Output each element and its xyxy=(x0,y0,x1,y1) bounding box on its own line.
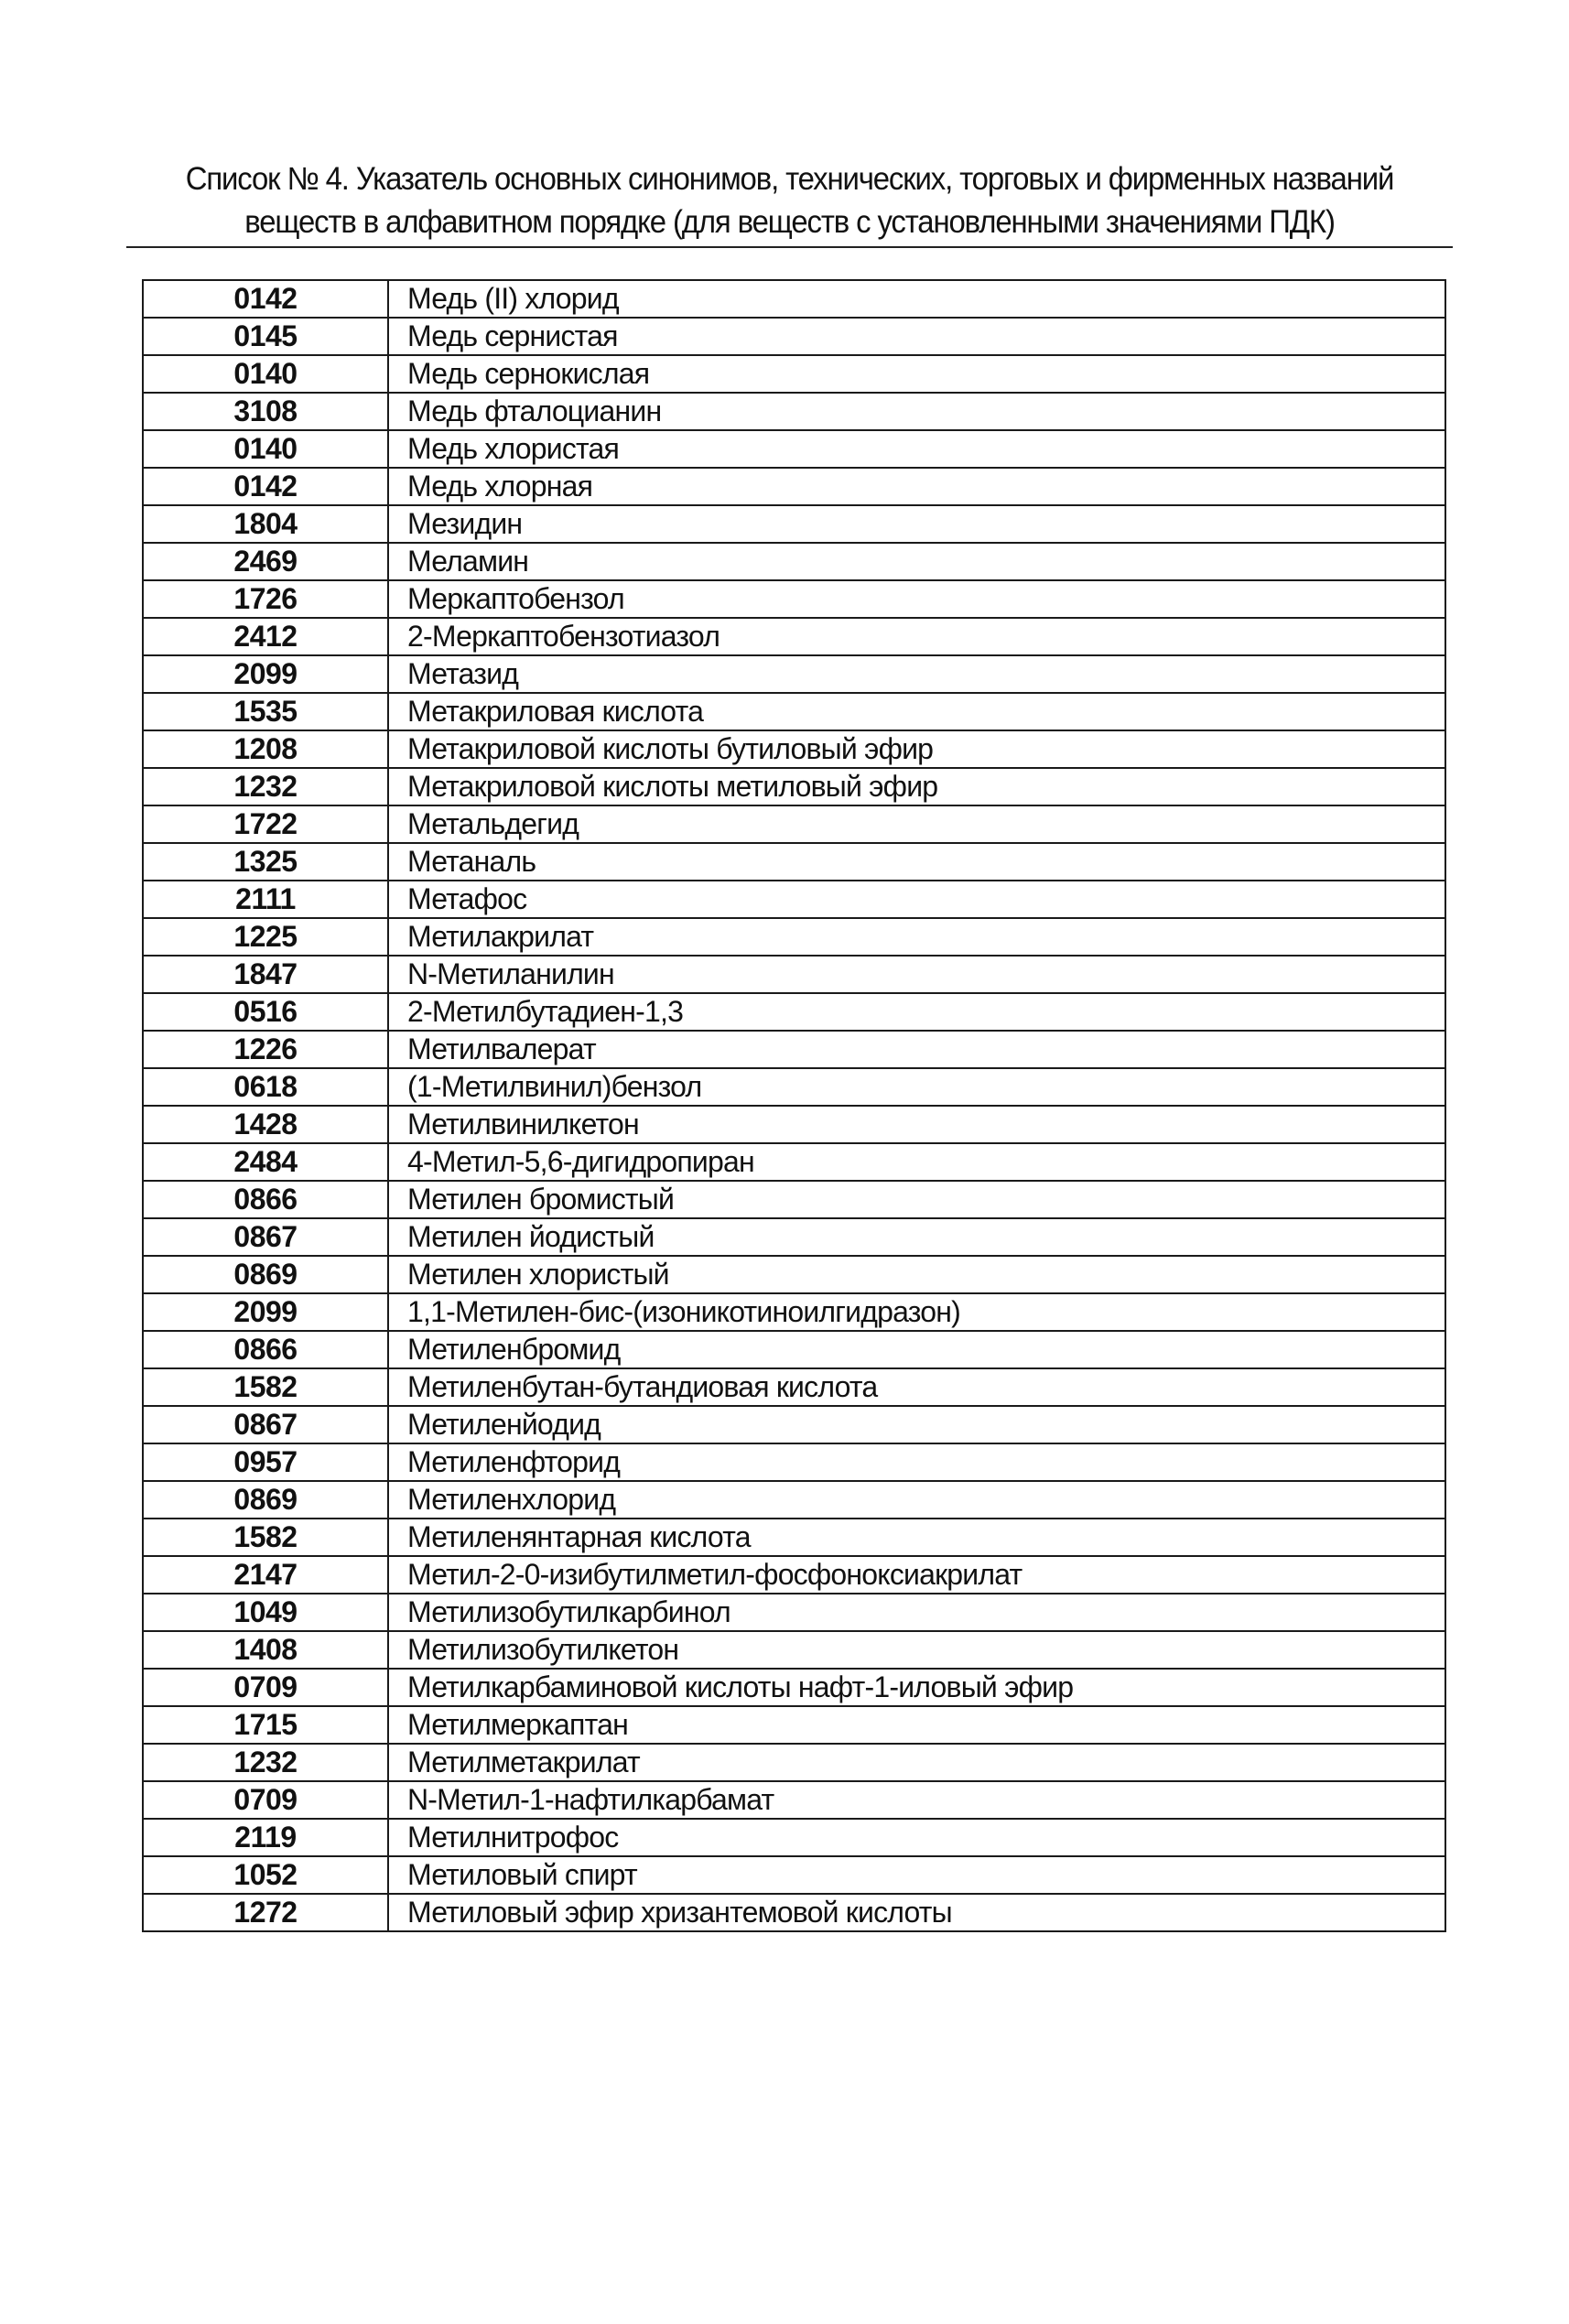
substance-name: Метилкарбаминовой кислоты нафт-1-иловый эфир xyxy=(388,1669,1445,1706)
table-row xyxy=(143,655,1445,693)
substance-code: 1847 xyxy=(143,956,388,993)
substance-name: Метафос xyxy=(388,881,1445,918)
table-row xyxy=(143,543,1445,580)
table-row xyxy=(143,355,1445,393)
table-row xyxy=(143,1368,1445,1406)
substance-code: 0140 xyxy=(143,355,388,393)
substance-name: Метакриловой кислоты метиловый эфир xyxy=(388,768,1445,805)
page-title xyxy=(168,157,1411,243)
substance-name: Метилнитрофос xyxy=(388,1819,1445,1856)
substance-name: Метилвалерат xyxy=(388,1031,1445,1068)
table-row xyxy=(143,1331,1445,1368)
substance-code: 2484 xyxy=(143,1143,388,1181)
substance-name: Метальдегид xyxy=(388,805,1445,843)
table-row xyxy=(143,1819,1445,1856)
table-row xyxy=(143,1256,1445,1293)
substance-code: 3108 xyxy=(143,393,388,430)
substance-code: 0869 xyxy=(143,1256,388,1293)
table-row xyxy=(143,993,1445,1031)
table-row xyxy=(143,1669,1445,1706)
table-row xyxy=(143,1406,1445,1443)
substance-code: 0142 xyxy=(143,468,388,505)
table-row xyxy=(143,1181,1445,1218)
substance-code: 2099 xyxy=(143,655,388,693)
substance-code: 0142 xyxy=(143,280,388,318)
table-row xyxy=(143,1856,1445,1894)
substance-code: 0709 xyxy=(143,1669,388,1706)
table-row xyxy=(143,1781,1445,1819)
substance-code: 0618 xyxy=(143,1068,388,1106)
substance-name: Метилвинилкетон xyxy=(388,1106,1445,1143)
substance-code: 0869 xyxy=(143,1481,388,1519)
substance-name: Метиловый эфир хризантемовой кислоты xyxy=(388,1894,1445,1931)
substance-code: 2147 xyxy=(143,1556,388,1594)
table-row xyxy=(143,580,1445,618)
substance-code: 1049 xyxy=(143,1594,388,1631)
substance-name: Метилакрилат xyxy=(388,918,1445,956)
substance-name: Медь (II) хлорид xyxy=(388,280,1445,318)
table-row xyxy=(143,468,1445,505)
substance-code: 0867 xyxy=(143,1218,388,1256)
substance-code: 1535 xyxy=(143,693,388,730)
substance-name: Метиленянтарная кислота xyxy=(388,1519,1445,1556)
table-row xyxy=(143,318,1445,355)
substance-name: Метилизобутилкарбинол xyxy=(388,1594,1445,1631)
table-row xyxy=(143,1594,1445,1631)
table-row xyxy=(143,918,1445,956)
substance-name: Метиленхлорид xyxy=(388,1481,1445,1519)
table-row xyxy=(143,280,1445,318)
substance-code: 1226 xyxy=(143,1031,388,1068)
substance-code: 2099 xyxy=(143,1293,388,1331)
table-row xyxy=(143,1443,1445,1481)
substance-name: 2-Меркаптобензотиазол xyxy=(388,618,1445,655)
substance-name: Метилметакрилат xyxy=(388,1744,1445,1781)
substance-code: 0516 xyxy=(143,993,388,1031)
substance-code: 1232 xyxy=(143,1744,388,1781)
substance-name: 4-Метил-5,6-дигидропиран xyxy=(388,1143,1445,1181)
substance-code: 0709 xyxy=(143,1781,388,1819)
table-row xyxy=(143,1631,1445,1669)
substance-name: Метилен хлористый xyxy=(388,1256,1445,1293)
substance-name: Метакриловой кислоты бутиловый эфир xyxy=(388,730,1445,768)
substance-name: Метилен бромистый xyxy=(388,1181,1445,1218)
substance-name: 2-Метилбутадиен-1,3 xyxy=(388,993,1445,1031)
substance-name: N-Метиланилин xyxy=(388,956,1445,993)
table-row xyxy=(143,1106,1445,1143)
table-row xyxy=(143,1143,1445,1181)
substance-name: Метилен йодистый xyxy=(388,1218,1445,1256)
table-row xyxy=(143,768,1445,805)
table-row xyxy=(143,956,1445,993)
substance-name: Метиленфторид xyxy=(388,1443,1445,1481)
substance-code: 1325 xyxy=(143,843,388,881)
table-row xyxy=(143,430,1445,468)
substance-code: 2119 xyxy=(143,1819,388,1856)
substance-name: N-Метил-1-нафтилкарбамат xyxy=(388,1781,1445,1819)
title-divider xyxy=(126,246,1453,248)
substance-code: 2469 xyxy=(143,543,388,580)
title-line-1: Список № 4. Указатель основных синонимов, технических, торговых и фирменных названий xyxy=(185,161,1394,197)
substance-code: 1208 xyxy=(143,730,388,768)
substance-code: 2111 xyxy=(143,881,388,918)
substance-name: Медь сернистая xyxy=(388,318,1445,355)
table-row xyxy=(143,1894,1445,1931)
substance-code: 0866 xyxy=(143,1181,388,1218)
substance-name: Метилизобутилкетон xyxy=(388,1631,1445,1669)
table-row xyxy=(143,881,1445,918)
substance-name: Меркаптобензол xyxy=(388,580,1445,618)
table-row xyxy=(143,693,1445,730)
substance-code: 1272 xyxy=(143,1894,388,1931)
substance-name: Медь хлористая xyxy=(388,430,1445,468)
table-row xyxy=(143,1744,1445,1781)
substance-name: Метазид xyxy=(388,655,1445,693)
substance-code: 1582 xyxy=(143,1368,388,1406)
substance-name: Медь фталоцианин xyxy=(388,393,1445,430)
substance-name: Метаналь xyxy=(388,843,1445,881)
synonyms-table xyxy=(142,279,1446,1932)
substance-name: (1-Метилвинил)бензол xyxy=(388,1068,1445,1106)
table-row xyxy=(143,805,1445,843)
substance-code: 1726 xyxy=(143,580,388,618)
substance-name: Метил-2-0-изибутилметил-фосфоноксиакрилат xyxy=(388,1556,1445,1594)
substance-name: Метиленйодид xyxy=(388,1406,1445,1443)
table-row xyxy=(143,505,1445,543)
substance-code: 0957 xyxy=(143,1443,388,1481)
substance-code: 1232 xyxy=(143,768,388,805)
substance-code: 1715 xyxy=(143,1706,388,1744)
table-row xyxy=(143,1068,1445,1106)
substance-name: Мезидин xyxy=(388,505,1445,543)
table-row xyxy=(143,1706,1445,1744)
table-row xyxy=(143,618,1445,655)
substance-code: 0867 xyxy=(143,1406,388,1443)
substance-code: 0145 xyxy=(143,318,388,355)
substance-code: 2412 xyxy=(143,618,388,655)
title-line-2: веществ в алфавитном порядке (для веществ с установленными значениями ПДК) xyxy=(244,204,1335,240)
substance-name: Метиловый спирт xyxy=(388,1856,1445,1894)
table-row xyxy=(143,1556,1445,1594)
substance-code: 1428 xyxy=(143,1106,388,1143)
table-row xyxy=(143,393,1445,430)
substance-name: 1,1-Метилен-бис-(изоникотиноилгидразон) xyxy=(388,1293,1445,1331)
substance-name: Метилмеркаптан xyxy=(388,1706,1445,1744)
substance-code: 1052 xyxy=(143,1856,388,1894)
substance-code: 0140 xyxy=(143,430,388,468)
substance-code: 1408 xyxy=(143,1631,388,1669)
substance-name: Меламин xyxy=(388,543,1445,580)
table-row xyxy=(143,1031,1445,1068)
table-row xyxy=(143,843,1445,881)
substance-code: 1582 xyxy=(143,1519,388,1556)
table-row xyxy=(143,1218,1445,1256)
substance-name: Метиленбутан-бутандиовая кислота xyxy=(388,1368,1445,1406)
substance-name: Медь хлорная xyxy=(388,468,1445,505)
substance-code: 1225 xyxy=(143,918,388,956)
table-row xyxy=(143,1293,1445,1331)
table-row xyxy=(143,1519,1445,1556)
table-row xyxy=(143,1481,1445,1519)
substance-code: 1722 xyxy=(143,805,388,843)
substance-code: 1804 xyxy=(143,505,388,543)
substance-name: Метиленбромид xyxy=(388,1331,1445,1368)
table-row xyxy=(143,730,1445,768)
substance-name: Метакриловая кислота xyxy=(388,693,1445,730)
substance-name: Медь сернокислая xyxy=(388,355,1445,393)
substance-code: 0866 xyxy=(143,1331,388,1368)
